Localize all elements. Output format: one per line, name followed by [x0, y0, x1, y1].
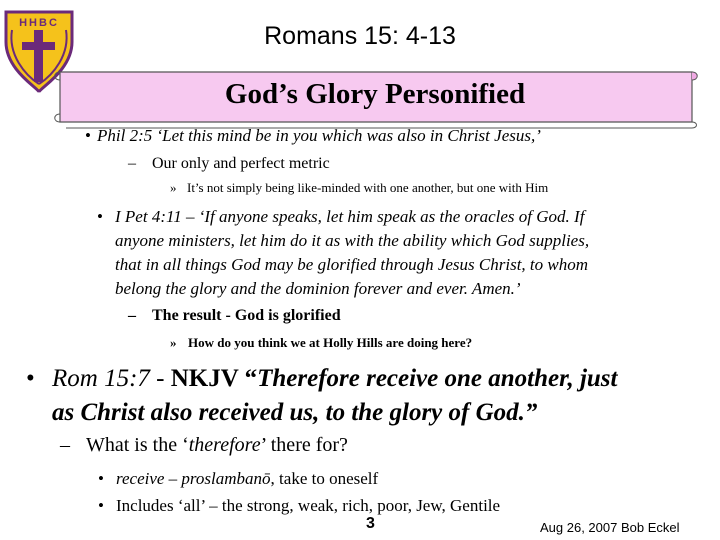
- pet-line: belong the glory and the dominion forever and ever. Amen.’: [115, 279, 521, 298]
- bullet-marker: •: [85, 126, 91, 145]
- bullet-marker: •: [97, 207, 103, 226]
- subsub-bullet-pet: [170, 334, 473, 352]
- rom-line-1: [52, 362, 617, 396]
- footer-date-author: Aug 26, 2007 Bob Eckel: [540, 520, 680, 535]
- rom-sub-post: ’ there for?: [260, 434, 348, 456]
- rom-quote-start: Therefore receive one another, just: [257, 365, 618, 392]
- dash-marker: –: [60, 434, 70, 456]
- slide-title: God’s Glory Personified: [224, 78, 526, 110]
- slide-header: Romans 15: 4-13: [264, 22, 456, 50]
- pet-line: anyone ministers, let him do it as with the ability which God supplies,: [115, 231, 590, 250]
- subsub-bullet-phil: [170, 179, 549, 197]
- rom-b2-text: Includes ‘all’ – the strong, weak, rich, poor, Jew, Gentile: [116, 496, 501, 515]
- rom-b1-rest: , take to oneself: [270, 469, 379, 488]
- phil-sub-text: Our only and perfect metric: [152, 155, 330, 172]
- bullet-marker: •: [98, 469, 104, 488]
- bullet-rom: [26, 362, 618, 430]
- pet-sub-text: The result - God is glorified: [152, 307, 341, 324]
- rom-sub-emphasis: therefore: [188, 434, 261, 456]
- logo-text: HHBC: [19, 17, 59, 29]
- rom-sub-pre: What is the ‘: [86, 434, 189, 456]
- rom-version: NKJV “: [170, 365, 258, 392]
- rom-line-2: as Christ also received us, to the glory of God.”: [52, 399, 538, 426]
- phil-subsub-text: It’s not simply being like-minded with one another, but one with Him: [187, 180, 549, 195]
- pet-line: I Pet 4:11 – ‘If anyone speaks, let him speak as the oracles of God. If: [115, 207, 585, 226]
- rom-bullet-includes: [98, 494, 501, 518]
- rom-b1-emphasis: receive – proslambanō: [116, 469, 271, 488]
- bullet-phil: [85, 124, 541, 148]
- pet-line: that in all things God may be glorified through Jesus Christ, to whom: [115, 255, 589, 274]
- sub-bullet-pet: [128, 306, 341, 326]
- sub-bullet-phil: [128, 154, 330, 174]
- rom-bullet-receive: [98, 467, 379, 491]
- bullet-pet: [97, 205, 590, 301]
- phil-text: Phil 2:5 ‘Let this mind be in you which was also in Christ Jesus,’: [97, 126, 541, 145]
- sub-bullet-rom: [60, 431, 348, 459]
- page-number: 3: [366, 515, 375, 532]
- bullet-marker: •: [98, 496, 104, 515]
- rom-ref: Rom 15:7 -: [52, 365, 171, 392]
- bullet-marker: •: [26, 365, 35, 392]
- dash-marker: –: [128, 307, 136, 324]
- raquo-marker: »: [170, 180, 177, 195]
- dash-marker: –: [128, 155, 136, 172]
- raquo-marker: »: [170, 335, 177, 350]
- pet-subsub-text: How do you think we at Holly Hills are doing here?: [188, 335, 473, 350]
